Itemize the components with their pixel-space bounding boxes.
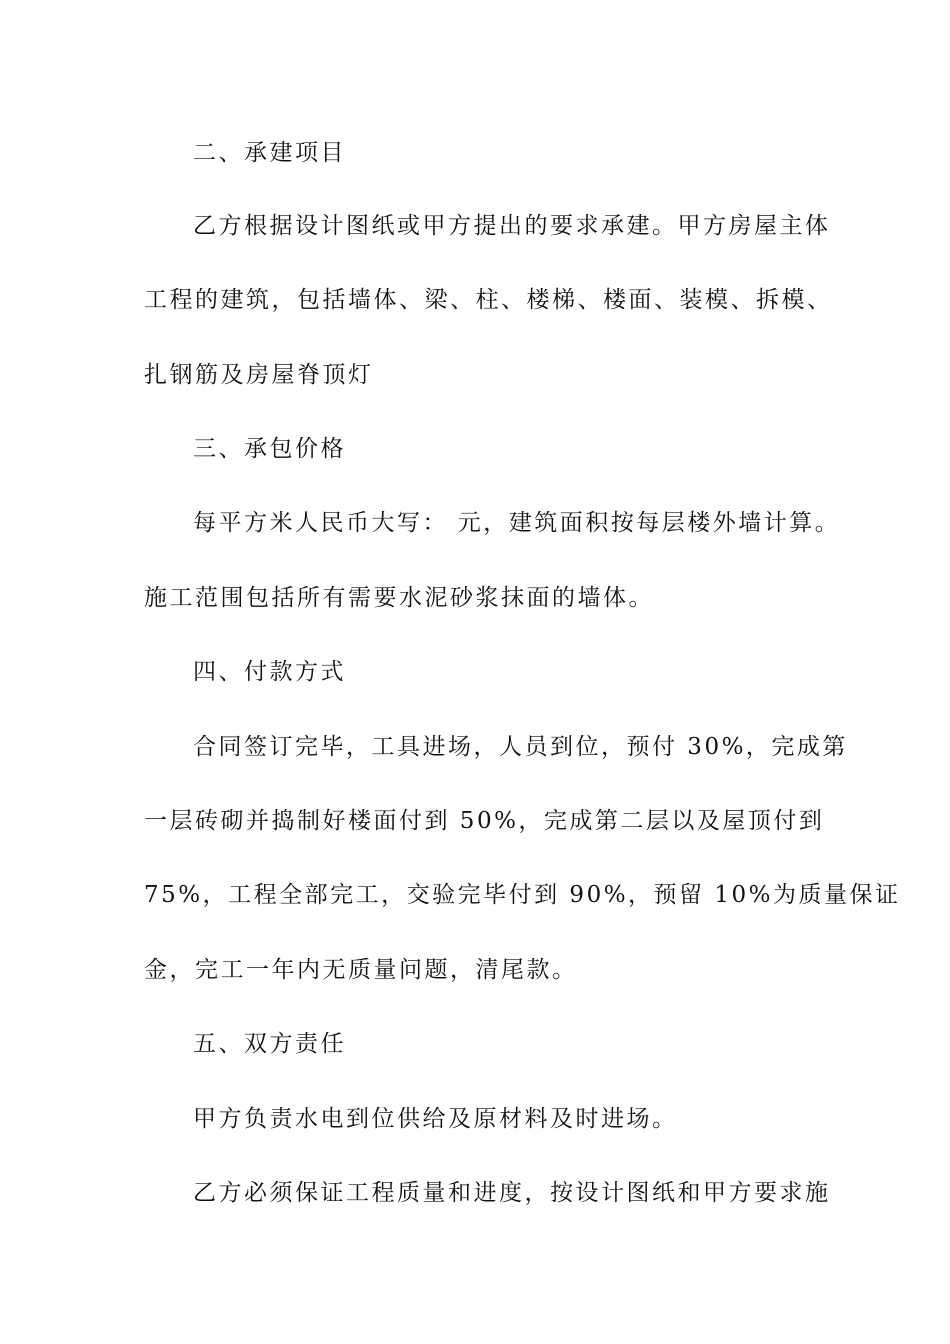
section-heading: 二、承建项目 xyxy=(193,140,346,166)
paragraph-line: 工程的建筑，包括墙体、梁、柱、楼梯、楼面、装模、拆模、 xyxy=(144,287,833,313)
paragraph-line: 乙方必须保证工程质量和进度，按设计图纸和甲方要求施 xyxy=(193,1180,831,1206)
paragraph-line: 75%，工程全部完工，交验完毕付到 90%，预留 10%为质量保证 xyxy=(144,882,901,908)
paragraph-line: 金，完工一年内无质量问题，清尾款。 xyxy=(144,957,578,983)
section-heading: 五、双方责任 xyxy=(193,1031,346,1057)
paragraph-line: 一层砖砌并捣制好楼面付到 50%，完成第二层以及屋顶付到 xyxy=(144,808,825,834)
section-heading: 三、承包价格 xyxy=(193,436,346,462)
section-heading: 四、付款方式 xyxy=(193,659,346,685)
paragraph-line: 扎钢筋及房屋脊顶灯 xyxy=(144,362,374,388)
paragraph-line: 每平方米人民币大写： 元，建筑面积按每层楼外墙计算。 xyxy=(193,510,841,536)
paragraph-line: 甲方负责水电到位供给及原材料及时进场。 xyxy=(193,1106,678,1132)
paragraph-line: 合同签订完毕，工具进场，人员到位，预付 30%，完成第 xyxy=(193,734,848,760)
paragraph-line: 施工范围包括所有需要水泥砂浆抹面的墙体。 xyxy=(144,585,654,611)
paragraph-line: 乙方根据设计图纸或甲方提出的要求承建。甲方房屋主体 xyxy=(193,213,831,239)
